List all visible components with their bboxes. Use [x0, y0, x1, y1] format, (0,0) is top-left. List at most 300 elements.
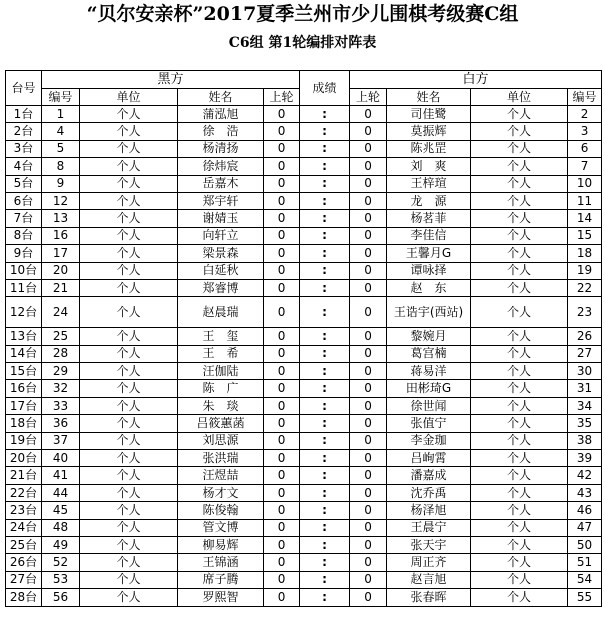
- white-unit-cell: 个人: [471, 227, 568, 244]
- result-cell: :: [300, 415, 350, 432]
- black-last-round-cell: 0: [264, 192, 300, 209]
- white-unit-cell: 个人: [471, 571, 568, 588]
- result-cell: :: [300, 175, 350, 192]
- white-name-cell: 吕峋霄: [387, 450, 471, 467]
- black-number-cell: 21: [42, 279, 80, 296]
- white-name-cell: 莫振辉: [387, 123, 471, 140]
- white-last-round-cell: 0: [350, 192, 387, 209]
- result-cell: :: [300, 345, 350, 362]
- white-number-cell: 22: [568, 279, 602, 296]
- white-number-cell: 2: [568, 106, 602, 123]
- result-cell: :: [300, 279, 350, 296]
- header-black-name: 姓名: [178, 89, 264, 106]
- white-name-cell: 杨泽旭: [387, 502, 471, 519]
- white-number-cell: 34: [568, 397, 602, 414]
- page-title: “贝尔安亲杯”2017夏季兰州市少儿围棋考级赛C组: [86, 3, 519, 25]
- white-unit-cell: 个人: [471, 210, 568, 227]
- black-last-round-cell: 0: [264, 175, 300, 192]
- result-cell: :: [300, 297, 350, 328]
- header-white-number: 编号: [568, 89, 602, 106]
- black-last-round-cell: 0: [264, 536, 300, 553]
- white-unit-cell: 个人: [471, 484, 568, 501]
- table-row: [6, 262, 602, 279]
- pairing-table: [5, 70, 602, 607]
- white-number-cell: 47: [568, 519, 602, 536]
- black-last-round-cell: 0: [264, 140, 300, 157]
- table-no-cell: 27台: [6, 571, 42, 588]
- table-body: [6, 106, 602, 607]
- white-number-cell: 6: [568, 140, 602, 157]
- black-name-cell: 张洪瑞: [178, 450, 264, 467]
- white-unit-cell: 个人: [471, 536, 568, 553]
- table-row: [6, 380, 602, 397]
- white-name-cell: 赵言旭: [387, 571, 471, 588]
- white-name-cell: 张天宇: [387, 536, 471, 553]
- white-number-cell: 11: [568, 192, 602, 209]
- white-name-cell: 司佳鹭: [387, 106, 471, 123]
- table-header: [6, 71, 602, 106]
- white-name-cell: 田彬琦G: [387, 380, 471, 397]
- black-unit-cell: 个人: [80, 106, 178, 123]
- table-no-cell: 11台: [6, 279, 42, 296]
- white-last-round-cell: 0: [350, 210, 387, 227]
- table-row: [6, 519, 602, 536]
- white-unit-cell: 个人: [471, 432, 568, 449]
- white-unit-cell: 个人: [471, 415, 568, 432]
- black-last-round-cell: 0: [264, 158, 300, 175]
- table-row: [6, 227, 602, 244]
- black-number-cell: 41: [42, 467, 80, 484]
- header-white: 白方: [350, 71, 602, 89]
- white-unit-cell: 个人: [471, 397, 568, 414]
- white-last-round-cell: 0: [350, 467, 387, 484]
- white-last-round-cell: 0: [350, 175, 387, 192]
- white-last-round-cell: 0: [350, 227, 387, 244]
- white-name-cell: 王馨月G: [387, 245, 471, 262]
- black-name-cell: 白延秋: [178, 262, 264, 279]
- white-name-cell: 潘嘉成: [387, 467, 471, 484]
- table-row: [6, 345, 602, 362]
- black-unit-cell: 个人: [80, 192, 178, 209]
- black-number-cell: 13: [42, 210, 80, 227]
- result-cell: :: [300, 106, 350, 123]
- black-name-cell: 陈俊翰: [178, 502, 264, 519]
- black-unit-cell: 个人: [80, 262, 178, 279]
- table-row: [6, 245, 602, 262]
- white-last-round-cell: 0: [350, 589, 387, 606]
- black-unit-cell: 个人: [80, 140, 178, 157]
- table-no-cell: 24台: [6, 519, 42, 536]
- white-name-cell: 周正齐: [387, 554, 471, 571]
- black-name-cell: 吕筱蕙菡: [178, 415, 264, 432]
- table-no-cell: 15台: [6, 363, 42, 380]
- white-number-cell: 50: [568, 536, 602, 553]
- table-no-cell: 12台: [6, 297, 42, 328]
- table-row: [6, 467, 602, 484]
- table-row: [6, 536, 602, 553]
- black-last-round-cell: 0: [264, 210, 300, 227]
- white-number-cell: 38: [568, 432, 602, 449]
- black-unit-cell: 个人: [80, 432, 178, 449]
- black-name-cell: 岳嘉木: [178, 175, 264, 192]
- header-black-last-round: 上轮: [264, 89, 300, 106]
- white-unit-cell: 个人: [471, 192, 568, 209]
- white-number-cell: 15: [568, 227, 602, 244]
- result-cell: :: [300, 502, 350, 519]
- black-last-round-cell: 0: [264, 589, 300, 606]
- table-no-cell: 13台: [6, 328, 42, 345]
- white-name-cell: 谭咏择: [387, 262, 471, 279]
- black-number-cell: 4: [42, 123, 80, 140]
- white-name-cell: 王晨宁: [387, 519, 471, 536]
- black-unit-cell: 个人: [80, 502, 178, 519]
- white-last-round-cell: 0: [350, 519, 387, 536]
- white-number-cell: 46: [568, 502, 602, 519]
- table-row: [6, 589, 602, 606]
- black-name-cell: 朱 琰: [178, 397, 264, 414]
- table-row: [6, 554, 602, 571]
- white-last-round-cell: 0: [350, 363, 387, 380]
- black-number-cell: 17: [42, 245, 80, 262]
- result-cell: :: [300, 227, 350, 244]
- black-unit-cell: 个人: [80, 123, 178, 140]
- white-name-cell: 赵 东: [387, 279, 471, 296]
- white-number-cell: 23: [568, 297, 602, 328]
- black-name-cell: 郑睿博: [178, 279, 264, 296]
- white-unit-cell: 个人: [471, 106, 568, 123]
- black-number-cell: 52: [42, 554, 80, 571]
- black-last-round-cell: 0: [264, 227, 300, 244]
- result-cell: :: [300, 450, 350, 467]
- black-number-cell: 40: [42, 450, 80, 467]
- black-unit-cell: 个人: [80, 175, 178, 192]
- black-unit-cell: 个人: [80, 554, 178, 571]
- white-name-cell: 张值宁: [387, 415, 471, 432]
- black-unit-cell: 个人: [80, 415, 178, 432]
- black-unit-cell: 个人: [80, 397, 178, 414]
- result-cell: :: [300, 432, 350, 449]
- table-row: [6, 140, 602, 157]
- table-no-cell: 16台: [6, 380, 42, 397]
- table-row: [6, 432, 602, 449]
- white-last-round-cell: 0: [350, 279, 387, 296]
- white-number-cell: 19: [568, 262, 602, 279]
- white-unit-cell: 个人: [471, 140, 568, 157]
- page-subtitle: C6组 第1轮编排对阵表: [228, 35, 377, 51]
- white-unit-cell: 个人: [471, 245, 568, 262]
- black-last-round-cell: 0: [264, 279, 300, 296]
- table-row: [6, 158, 602, 175]
- black-unit-cell: 个人: [80, 519, 178, 536]
- black-unit-cell: 个人: [80, 450, 178, 467]
- black-name-cell: 汪伽陆: [178, 363, 264, 380]
- table-row: [6, 210, 602, 227]
- black-name-cell: 罗熙智: [178, 589, 264, 606]
- header-black-number: 编号: [42, 89, 80, 106]
- table-no-cell: 7台: [6, 210, 42, 227]
- table-no-cell: 10台: [6, 262, 42, 279]
- black-number-cell: 12: [42, 192, 80, 209]
- white-number-cell: 26: [568, 328, 602, 345]
- black-unit-cell: 个人: [80, 158, 178, 175]
- result-cell: :: [300, 210, 350, 227]
- black-number-cell: 48: [42, 519, 80, 536]
- header-black-unit: 单位: [80, 89, 178, 106]
- black-name-cell: 席子腾: [178, 571, 264, 588]
- white-last-round-cell: 0: [350, 554, 387, 571]
- black-number-cell: 20: [42, 262, 80, 279]
- black-unit-cell: 个人: [80, 363, 178, 380]
- table-no-cell: 21台: [6, 467, 42, 484]
- black-number-cell: 44: [42, 484, 80, 501]
- black-last-round-cell: 0: [264, 554, 300, 571]
- white-name-cell: 王诰宇(西站): [387, 297, 471, 328]
- black-name-cell: 蒲泓旭: [178, 106, 264, 123]
- table-no-cell: 25台: [6, 536, 42, 553]
- table-row: [6, 106, 602, 123]
- white-unit-cell: 个人: [471, 467, 568, 484]
- black-unit-cell: 个人: [80, 328, 178, 345]
- table-row: [6, 484, 602, 501]
- white-name-cell: 沈乔禹: [387, 484, 471, 501]
- black-last-round-cell: 0: [264, 467, 300, 484]
- white-last-round-cell: 0: [350, 328, 387, 345]
- white-name-cell: 杨茗菲: [387, 210, 471, 227]
- black-name-cell: 管文博: [178, 519, 264, 536]
- white-unit-cell: 个人: [471, 363, 568, 380]
- white-number-cell: 54: [568, 571, 602, 588]
- black-number-cell: 24: [42, 297, 80, 328]
- black-number-cell: 8: [42, 158, 80, 175]
- table-row: [6, 123, 602, 140]
- white-unit-cell: 个人: [471, 279, 568, 296]
- white-last-round-cell: 0: [350, 484, 387, 501]
- result-cell: :: [300, 519, 350, 536]
- black-last-round-cell: 0: [264, 415, 300, 432]
- result-cell: :: [300, 140, 350, 157]
- black-name-cell: 杨清扬: [178, 140, 264, 157]
- white-name-cell: 王梓瑄: [387, 175, 471, 192]
- black-name-cell: 刘思源: [178, 432, 264, 449]
- black-last-round-cell: 0: [264, 245, 300, 262]
- result-cell: :: [300, 245, 350, 262]
- white-name-cell: 蒋易洋: [387, 363, 471, 380]
- result-cell: :: [300, 380, 350, 397]
- black-last-round-cell: 0: [264, 297, 300, 328]
- black-unit-cell: 个人: [80, 467, 178, 484]
- table-row: [6, 363, 602, 380]
- result-cell: :: [300, 328, 350, 345]
- table-no-cell: 28台: [6, 589, 42, 606]
- table-no-cell: 17台: [6, 397, 42, 414]
- white-name-cell: 陈兆罡: [387, 140, 471, 157]
- white-name-cell: 张春晖: [387, 589, 471, 606]
- black-unit-cell: 个人: [80, 484, 178, 501]
- black-last-round-cell: 0: [264, 397, 300, 414]
- table-row: [6, 328, 602, 345]
- black-name-cell: 梁景森: [178, 245, 264, 262]
- table-row: [6, 450, 602, 467]
- white-unit-cell: 个人: [471, 589, 568, 606]
- result-cell: :: [300, 363, 350, 380]
- black-unit-cell: 个人: [80, 345, 178, 362]
- white-unit-cell: 个人: [471, 554, 568, 571]
- black-number-cell: 36: [42, 415, 80, 432]
- black-number-cell: 5: [42, 140, 80, 157]
- black-number-cell: 28: [42, 345, 80, 362]
- table-no-cell: 3台: [6, 140, 42, 157]
- black-unit-cell: 个人: [80, 245, 178, 262]
- header-white-name: 姓名: [387, 89, 471, 106]
- table-no-cell: 20台: [6, 450, 42, 467]
- white-name-cell: 葛宫楠: [387, 345, 471, 362]
- white-number-cell: 3: [568, 123, 602, 140]
- white-last-round-cell: 0: [350, 571, 387, 588]
- black-last-round-cell: 0: [264, 502, 300, 519]
- black-last-round-cell: 0: [264, 380, 300, 397]
- result-cell: :: [300, 484, 350, 501]
- table-no-cell: 4台: [6, 158, 42, 175]
- table-no-cell: 6台: [6, 192, 42, 209]
- black-unit-cell: 个人: [80, 279, 178, 296]
- table-no-cell: 22台: [6, 484, 42, 501]
- white-name-cell: 刘 爽: [387, 158, 471, 175]
- black-name-cell: 向轩立: [178, 227, 264, 244]
- table-no-cell: 8台: [6, 227, 42, 244]
- white-unit-cell: 个人: [471, 519, 568, 536]
- black-last-round-cell: 0: [264, 571, 300, 588]
- black-number-cell: 37: [42, 432, 80, 449]
- white-number-cell: 31: [568, 380, 602, 397]
- white-number-cell: 10: [568, 175, 602, 192]
- header-black: 黑方: [42, 71, 300, 89]
- black-name-cell: 赵晨瑞: [178, 297, 264, 328]
- white-name-cell: 徐世闻: [387, 397, 471, 414]
- black-name-cell: 汪煜喆: [178, 467, 264, 484]
- white-unit-cell: 个人: [471, 158, 568, 175]
- table-row: [6, 415, 602, 432]
- result-cell: :: [300, 192, 350, 209]
- black-last-round-cell: 0: [264, 345, 300, 362]
- black-unit-cell: 个人: [80, 536, 178, 553]
- white-number-cell: 39: [568, 450, 602, 467]
- black-unit-cell: 个人: [80, 227, 178, 244]
- white-name-cell: 黎婉月: [387, 328, 471, 345]
- table-no-cell: 9台: [6, 245, 42, 262]
- white-name-cell: 李金珈: [387, 432, 471, 449]
- table-row: [6, 192, 602, 209]
- white-number-cell: 27: [568, 345, 602, 362]
- table-no-cell: 2台: [6, 123, 42, 140]
- white-unit-cell: 个人: [471, 345, 568, 362]
- black-name-cell: 谢婧玉: [178, 210, 264, 227]
- black-name-cell: 陈 广: [178, 380, 264, 397]
- black-number-cell: 32: [42, 380, 80, 397]
- white-last-round-cell: 0: [350, 450, 387, 467]
- result-cell: :: [300, 554, 350, 571]
- header-result: 成绩: [300, 71, 350, 106]
- table-row: [6, 571, 602, 588]
- black-number-cell: 56: [42, 589, 80, 606]
- black-unit-cell: 个人: [80, 297, 178, 328]
- black-unit-cell: 个人: [80, 589, 178, 606]
- table-no-cell: 26台: [6, 554, 42, 571]
- black-number-cell: 33: [42, 397, 80, 414]
- black-unit-cell: 个人: [80, 380, 178, 397]
- result-cell: :: [300, 467, 350, 484]
- table-no-cell: 1台: [6, 106, 42, 123]
- black-last-round-cell: 0: [264, 450, 300, 467]
- black-last-round-cell: 0: [264, 106, 300, 123]
- white-number-cell: 51: [568, 554, 602, 571]
- white-last-round-cell: 0: [350, 297, 387, 328]
- result-cell: :: [300, 571, 350, 588]
- white-last-round-cell: 0: [350, 245, 387, 262]
- white-last-round-cell: 0: [350, 380, 387, 397]
- white-name-cell: 龙 源: [387, 192, 471, 209]
- header-table-no: 台号: [6, 71, 42, 106]
- header-white-last-round: 上轮: [350, 89, 387, 106]
- white-last-round-cell: 0: [350, 345, 387, 362]
- black-unit-cell: 个人: [80, 210, 178, 227]
- black-number-cell: 25: [42, 328, 80, 345]
- table-row: [6, 297, 602, 328]
- table-no-cell: 18台: [6, 415, 42, 432]
- white-last-round-cell: 0: [350, 415, 387, 432]
- black-last-round-cell: 0: [264, 363, 300, 380]
- white-last-round-cell: 0: [350, 262, 387, 279]
- white-last-round-cell: 0: [350, 502, 387, 519]
- white-number-cell: 42: [568, 467, 602, 484]
- white-last-round-cell: 0: [350, 432, 387, 449]
- black-name-cell: 王锦涵: [178, 554, 264, 571]
- white-number-cell: 55: [568, 589, 602, 606]
- white-last-round-cell: 0: [350, 397, 387, 414]
- white-last-round-cell: 0: [350, 106, 387, 123]
- white-unit-cell: 个人: [471, 262, 568, 279]
- black-name-cell: 郑宇轩: [178, 192, 264, 209]
- table-no-cell: 23台: [6, 502, 42, 519]
- black-number-cell: 1: [42, 106, 80, 123]
- black-name-cell: 柳易辉: [178, 536, 264, 553]
- white-number-cell: 30: [568, 363, 602, 380]
- black-last-round-cell: 0: [264, 519, 300, 536]
- table-row: [6, 279, 602, 296]
- table-no-cell: 5台: [6, 175, 42, 192]
- black-number-cell: 53: [42, 571, 80, 588]
- black-last-round-cell: 0: [264, 123, 300, 140]
- white-unit-cell: 个人: [471, 450, 568, 467]
- white-last-round-cell: 0: [350, 536, 387, 553]
- table-row: [6, 397, 602, 414]
- black-name-cell: 杨才文: [178, 484, 264, 501]
- result-cell: :: [300, 589, 350, 606]
- black-unit-cell: 个人: [80, 571, 178, 588]
- black-last-round-cell: 0: [264, 328, 300, 345]
- black-name-cell: 王 玺: [178, 328, 264, 345]
- white-number-cell: 7: [568, 158, 602, 175]
- white-last-round-cell: 0: [350, 123, 387, 140]
- black-last-round-cell: 0: [264, 432, 300, 449]
- result-cell: :: [300, 397, 350, 414]
- white-number-cell: 43: [568, 484, 602, 501]
- white-number-cell: 35: [568, 415, 602, 432]
- black-number-cell: 16: [42, 227, 80, 244]
- black-last-round-cell: 0: [264, 262, 300, 279]
- black-number-cell: 49: [42, 536, 80, 553]
- white-unit-cell: 个人: [471, 175, 568, 192]
- table-row: [6, 502, 602, 519]
